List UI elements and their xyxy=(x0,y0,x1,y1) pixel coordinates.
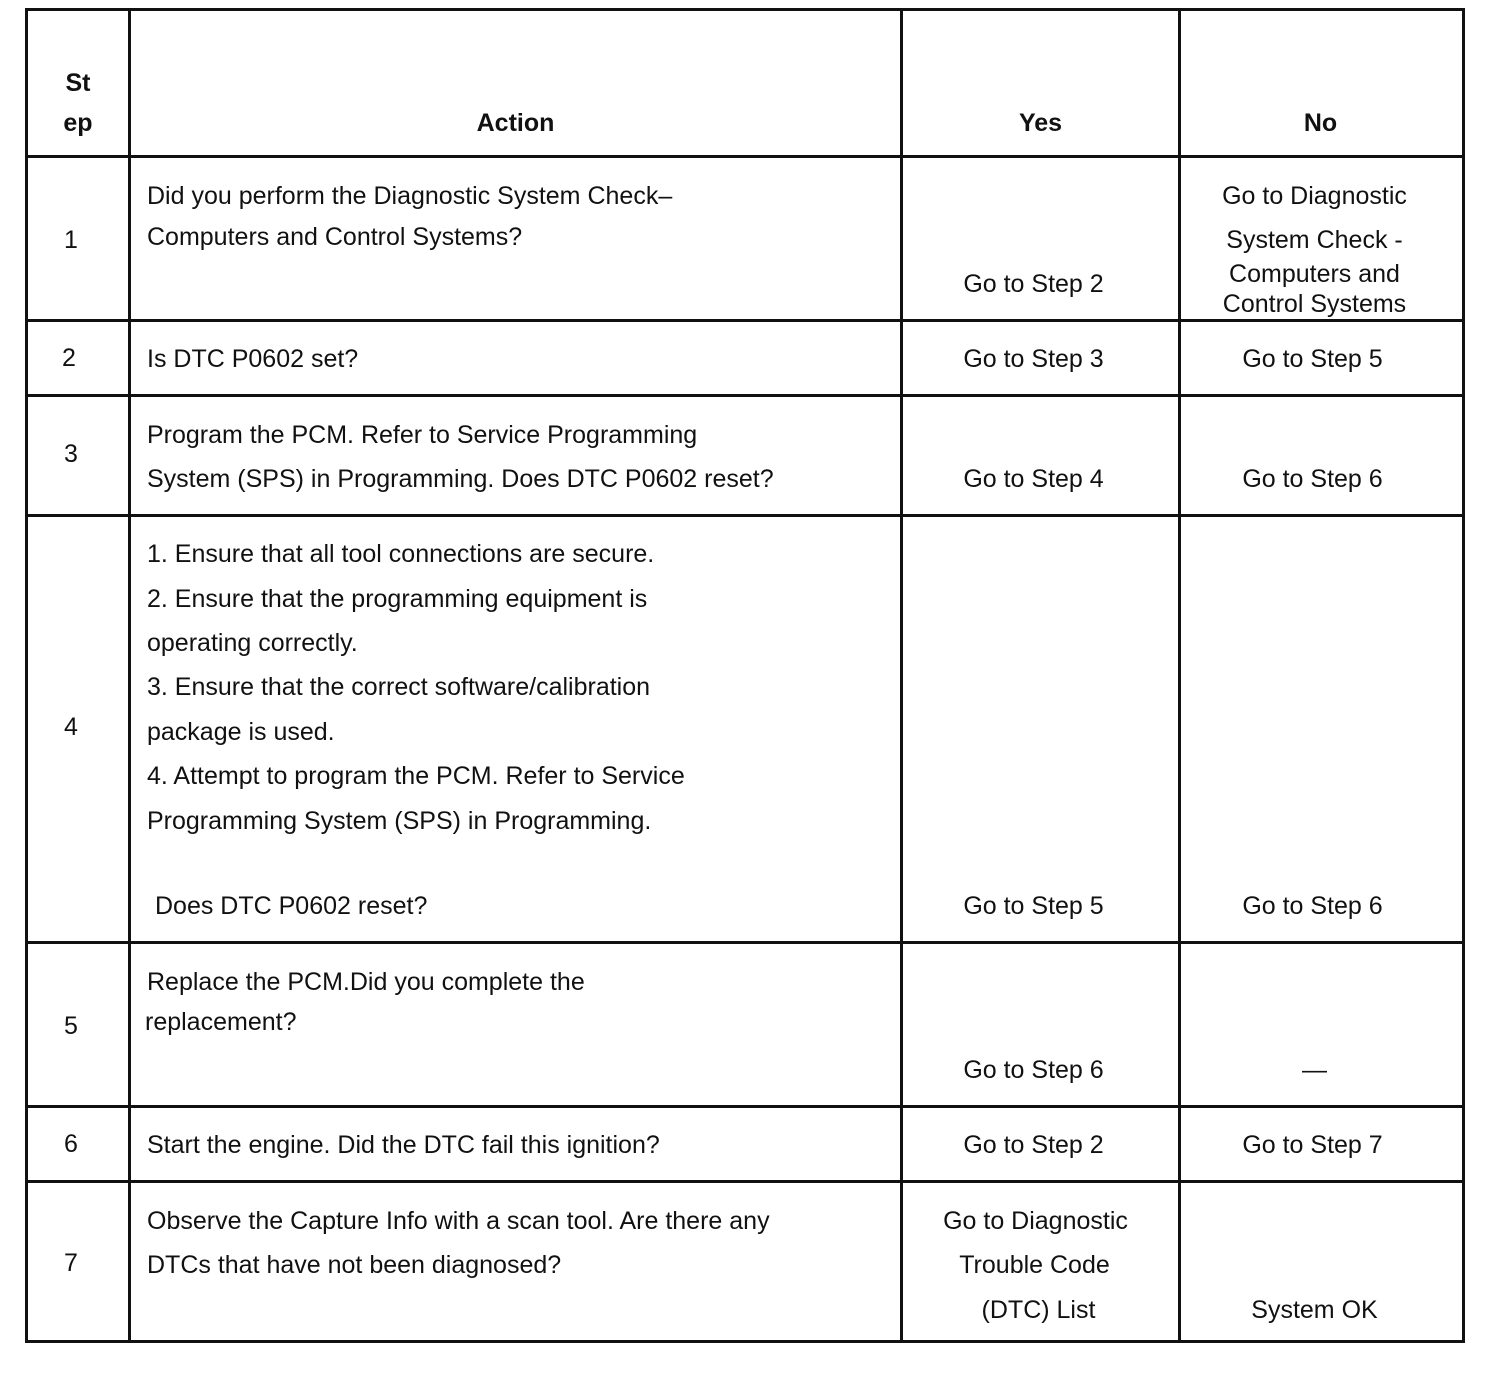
step-cell xyxy=(27,396,130,516)
action-cell xyxy=(130,1182,902,1342)
no-line: Go to Step 5 xyxy=(1242,345,1383,373)
yes-cell xyxy=(902,321,1180,396)
step-number: 5 xyxy=(64,1012,78,1040)
table-row xyxy=(27,1182,1464,1342)
header-no: No xyxy=(1303,109,1338,137)
no-cell xyxy=(1180,321,1464,396)
header-no-cell xyxy=(1180,10,1464,157)
yes-cell xyxy=(902,1182,1180,1342)
step-cell xyxy=(27,157,130,321)
action-line: Program the PCM. Refer to Service Programming xyxy=(147,421,698,449)
action-line: Programming System (SPS) in Programming. xyxy=(147,807,652,835)
action-cell xyxy=(130,396,902,516)
table-row xyxy=(27,157,1464,321)
step-cell xyxy=(27,516,130,943)
action-line: 1. Ensure that all tool connections are secure. xyxy=(147,540,655,568)
no-line: Go to Step 7 xyxy=(1242,1131,1383,1159)
action-cell xyxy=(130,516,902,943)
table-row xyxy=(27,321,1464,396)
yes-value: Go to Step 6 xyxy=(963,1056,1104,1084)
action-cell xyxy=(130,157,902,321)
step-number: 3 xyxy=(64,440,78,468)
header-row xyxy=(27,10,1464,157)
header-step-line2: ep xyxy=(63,109,93,137)
no-cell xyxy=(1180,1182,1464,1342)
yes-cell xyxy=(902,943,1180,1107)
table-row xyxy=(27,516,1464,943)
no-cell xyxy=(1180,157,1464,321)
header-step-line1: St xyxy=(65,69,91,97)
action-cell xyxy=(130,321,902,396)
step-number: 2 xyxy=(62,344,76,372)
no-cell xyxy=(1180,396,1464,516)
no-line: System Check - xyxy=(1226,226,1403,254)
action-line: Replace the PCM.Did you complete the xyxy=(147,968,585,996)
action-line: Does DTC P0602 reset? xyxy=(155,892,428,920)
step-number: 7 xyxy=(64,1249,78,1277)
yes-line: Go to Diagnostic xyxy=(943,1207,1128,1235)
header-yes-cell xyxy=(902,10,1180,157)
yes-value: Go to Step 2 xyxy=(963,1131,1104,1159)
table-row xyxy=(27,396,1464,516)
action-line: 2. Ensure that the programming equipment is xyxy=(147,585,648,613)
no-line: Computers and xyxy=(1229,260,1400,288)
yes-value: Go to Step 2 xyxy=(963,270,1104,298)
header-action-cell xyxy=(130,10,902,157)
step-cell xyxy=(27,321,130,396)
action-line: Is DTC P0602 set? xyxy=(147,345,359,373)
action-line: 4. Attempt to program the PCM. Refer to Service xyxy=(147,762,685,790)
no-line: Go to Diagnostic xyxy=(1222,182,1407,210)
action-line: replacement? xyxy=(145,1008,297,1036)
no-line: Go to Step 6 xyxy=(1242,892,1383,920)
action-line: Start the engine. Did the DTC fail this ignition? xyxy=(147,1131,660,1159)
diagnostic-table xyxy=(25,8,1465,1343)
action-line: Did you perform the Diagnostic System Check– xyxy=(147,182,673,210)
action-line: 3. Ensure that the correct software/calibration xyxy=(147,673,651,701)
action-line: package is used. xyxy=(147,718,335,746)
yes-line: Trouble Code xyxy=(959,1251,1110,1279)
no-line: — xyxy=(1302,1056,1327,1084)
no-line: System OK xyxy=(1251,1296,1378,1324)
no-line: Go to Step 6 xyxy=(1242,465,1383,493)
step-number: 4 xyxy=(64,713,78,741)
yes-cell xyxy=(902,516,1180,943)
action-line: operating correctly. xyxy=(147,629,358,657)
no-line: Control Systems xyxy=(1222,290,1407,318)
yes-line: (DTC) List xyxy=(981,1296,1096,1324)
no-cell xyxy=(1180,516,1464,943)
header-step-cell xyxy=(27,10,130,157)
step-cell xyxy=(27,1182,130,1342)
action-cell xyxy=(130,943,902,1107)
step-number: 6 xyxy=(64,1130,78,1158)
table-row xyxy=(27,943,1464,1107)
action-cell xyxy=(130,1107,902,1182)
header-yes: Yes xyxy=(1018,109,1063,137)
action-line: Observe the Capture Info with a scan tool. Are there any xyxy=(147,1207,770,1235)
step-number: 1 xyxy=(64,226,78,254)
action-line: Computers and Control Systems? xyxy=(147,223,523,251)
no-cell xyxy=(1180,943,1464,1107)
yes-value: Go to Step 5 xyxy=(963,892,1104,920)
table-row xyxy=(27,1107,1464,1182)
yes-value: Go to Step 4 xyxy=(963,465,1104,493)
yes-cell xyxy=(902,157,1180,321)
yes-cell xyxy=(902,1107,1180,1182)
yes-value: Go to Step 3 xyxy=(963,345,1104,373)
step-cell xyxy=(27,1107,130,1182)
header-action: Action xyxy=(476,109,555,137)
no-cell xyxy=(1180,1107,1464,1182)
step-cell xyxy=(27,943,130,1107)
yes-cell xyxy=(902,396,1180,516)
action-line: DTCs that have not been diagnosed? xyxy=(147,1251,562,1279)
action-line: System (SPS) in Programming. Does DTC P0602 reset? xyxy=(147,465,774,493)
